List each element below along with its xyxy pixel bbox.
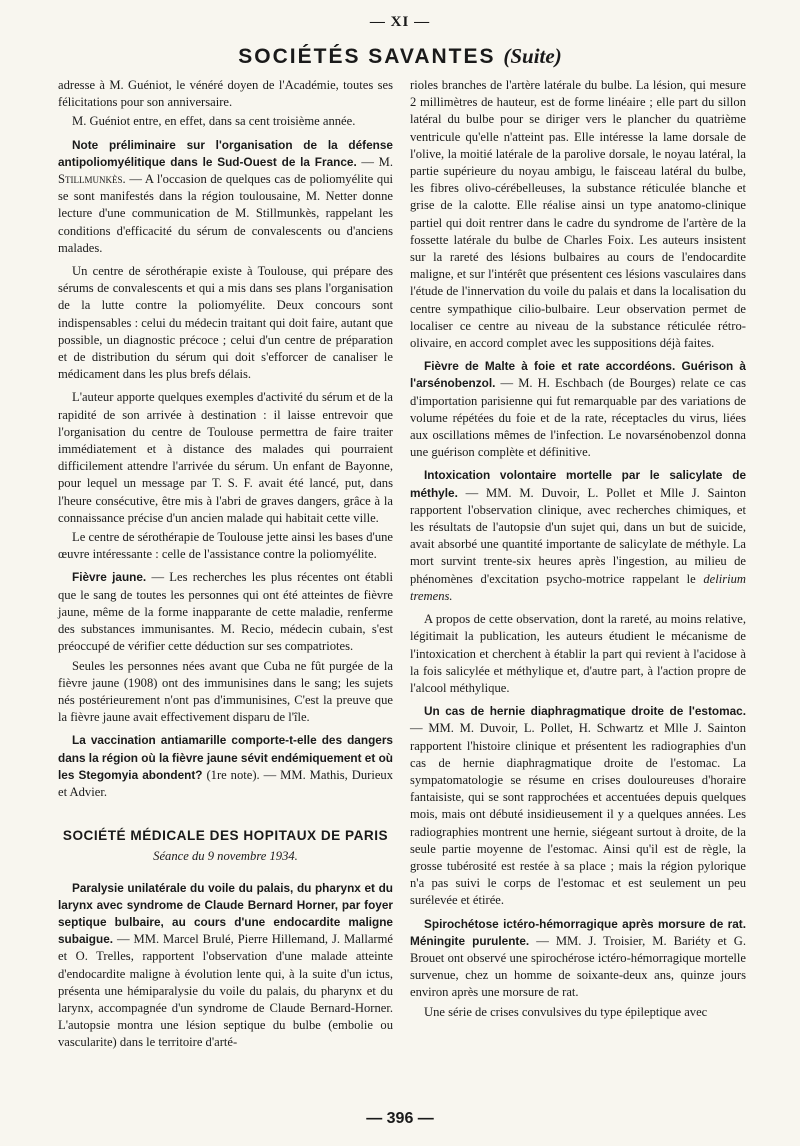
paragraph: La vaccination antiamarille comporte-t-elle des dangers dans la région où la fièvre jaune sévit endémiquement et où les Stegomyia abondent? (1re note). — MM. Mathis, Durieux et Advier.	[58, 733, 393, 799]
paragraph: adresse à M. Guéniot, le vénéré doyen de l'Académie, toutes ses félicitations pour son anniversaire.	[58, 78, 393, 110]
session-date: Séance du 9 novembre 1934.	[153, 849, 298, 864]
right-column	[410, 77, 746, 1021]
running-head	[0, 44, 800, 69]
page-number: — 396 —	[366, 1110, 434, 1127]
article-title: Paralysie unilatérale du voile du palais, du pharynx et du larynx avec syndrome de Claude Bernard Horner, par foyer septique bulbaire, au cours d'une endocardite maligne subaigue.	[58, 880, 393, 947]
article-title: Spirochétose ictéro-hémorragique après morsure de rat. Méningite purulente.	[410, 916, 746, 948]
paragraph: L'auteur apporte quelques exemples d'activité du sérum et de la rapidité de son arrivée à destination : il laisse entrevoir que l'organisation du centre de Toulouse permettra de faire traiter immédiatement et à distance des malades qui pourraient difficilement attendre l'arrivée du sérum. Un enfant de Bayonne, pour lequel un message par T. S. F. avait été lancé, put, dans l'heure consécutive, être mis à l'abri de graves dangers, grâce à la connaissance précise d'un ancien malade qui habitait cette ville.	[58, 390, 393, 525]
paragraph: Fièvre de Malte à foie et rate accordéons. Guérison à l'arsénobenzol. — M. H. Eschbach (de Bourges) relate ce cas d'importation parisienne qui fut remarquable par des variations de volume répétées du foie et de la rate, réceptacles du virus, liées aux oscillations mêmes de l'infection. Le novarsénobenzol donna une guérison complète et définitive.	[410, 359, 746, 460]
running-head-title: SOCIÉTÉS SAVANTES	[238, 45, 496, 68]
running-head-suite: (Suite)	[503, 44, 562, 68]
left-column	[58, 77, 393, 1052]
paragraph: Seules les personnes nées avant que Cuba ne fût purgée de la fièvre jaune (1908) ont des immunisines dans le sang; les sujets nés postérieurement n'ont pas d'immunisines, C'est la preuve que la fièvre jaune avait effectivement disparu de l'île.	[58, 658, 393, 725]
article-author: — M. Stillmunkès.	[58, 154, 393, 187]
paragraph: Le centre de sérothérapie de Toulouse jette ainsi les bases d'une œuvre intéressante : celle de l'assistance contre la poliomyélite.	[58, 530, 393, 562]
article-title: Fièvre jaune.	[72, 570, 147, 585]
paragraph: Un centre de sérothérapie existe à Toulouse, qui prépare des sérums de convalescents et qui a mis dans ses plans l'organisation de la lutte contre la poliomyélite. Deux concours sont indispensables : celui du médecin traitant qui doit faire, autant que possible, un diagnostic précoce ; celui d'un centre de préparation et de distribution du sérum qui doit s'efforcer de canaliser le médicament dans les plus brefs délais.	[58, 264, 393, 382]
article-title: Un cas de hernie diaphragmatique droite de l'estomac.	[424, 704, 746, 719]
article-title: Note préliminaire sur l'organisation de la défense antipoliomyélitique dans le Sud-Ouest de la France.	[58, 137, 393, 169]
article-title: Intoxication volontaire mortelle par le salicylate de méthyle.	[410, 468, 746, 500]
page-number-roman: — XI —	[369, 14, 431, 30]
article-title: Fièvre de Malte à foie et rate accordéons. Guérison à l'arsénobenzol.	[410, 359, 746, 391]
paragraph: Spirochétose ictéro-hémorragique après morsure de rat. Méningite purulente. — MM. J. Troisier, M. Bariéty et G. Brouet ont observé une spirochérose ictéro-hémorragique mortelle survenue, chez un homme de soixante-deux ans, quinze jours environ après une morsure de rat.	[410, 916, 746, 1000]
paragraph: Fièvre jaune. — Les recherches les plus récentes ont établi que le sang de toutes les personnes qui ont été atteintes de fièvre jaune, même de la forme inapparante de cette maladie, renferme des substances immunisantes. M. Recio, médecin cubain, s'est préoccupé de vérifier cette déduction sur ses compatriotes.	[58, 570, 393, 654]
paragraph: Intoxication volontaire mortelle par le salicylate de méthyle. — MM. M. Duvoir, L. Pollet et Mlle J. Sainton rapportent l'observation clinique, avec recherches chimiques, et les résultats de l'autopsie d'un sujet qui, dans un but de suicide, avait absorbé une quantité importante de salicylate de méthyle. La mort survint trente-six heures après l'ingestion, au milieu de phénomènes d'excitation psycho-motrice rappelant le delirium tremens.	[410, 468, 747, 603]
paragraph: A propos de cette observation, dont la rareté, au moins relative, légitimait la publication, les auteurs étudient le mécanisme de l'intoxication et cherchent à établir la part qui revient à l'acidose à la fois salicylée et méthylique et, d'autre part, à l'action propre de l'alcool méthylique.	[410, 612, 746, 695]
paragraph: Une série de crises convulsives du type épileptique avec	[424, 1004, 708, 1019]
article-title: La vaccination antiamarille comporte-t-elle des dangers dans la région où la fièvre jaune sévit endémiquement et où les Stegomyia abondent?	[58, 733, 393, 782]
section-title: SOCIÉTÉ MÉDICALE DES HOPITAUX DE PARIS	[62, 828, 389, 844]
paragraph: Note préliminaire sur l'organisation de la défense antipoliomyélitique dans le Sud-Ouest de la France. — M. Stillmunkès. — A l'occasion de quelques cas de poliomyélite qui se sont manifestés dans la région toulousaine, M. Netter donne lecture d'une communication de M. Stillmunkès, rappelant les conditions d'efficacité du sérum de convalescents ou d'anciens malades.	[58, 137, 393, 255]
paragraph: M. Guéniot entre, en effet, dans sa cent troisième année.	[72, 114, 356, 129]
paragraph: rioles branches de l'artère latérale du bulbe. La lésion, qui mesure 2 millimètres de hauteur, est de forme linéaire ; elle part du sillon latéral du bulbe pour se diriger vers le plancher du quatrième ventricule qu'elle n'atteint pas. Elle intéresse la lame dorsale de l'olive, la moitié latérale de la parolive dorsale, le noyau latéral, la partie supérieure du noyau ambigu, le faisceau latéral du bulbe, les fibres olivo-cérébelleuses, la substance réticulée blanche et grise de la calotte. Elle réalise ainsi un type anatomo-clinique partiel qui doit rentrer dans le cadre du syndrome de l'artère de la fossette latérale du bulbe de Charles Foix. Les auteurs insistent sur la rareté des lésions bulbaires au cours de l'endocardite maligne, et sur l'intérêt que présentent ces lésions vasculaires dans l'étude de l'innervation du voile du palais et dans la localisation du centre sympathique cilio-bulbaire. Leur observation permet de localiser ce centre au niveau de la substance réticulée rétro-olivaire, en accord complet avec les suppositions déjà faites.	[410, 78, 746, 351]
paragraph: Paralysie unilatérale du voile du palais, du pharynx et du larynx avec syndrome de Claude Bernard Horner, par foyer septique bulbaire, au cours d'une endocardite maligne subaigue. — MM. Marcel Brulé, Pierre Hillemand, J. Mallarmé et O. Trelles, rapportent l'observation d'une malade atteinte d'endocardite maligne à évolution lente qui, à la suite d'un ictus, présenta une hémiparalysie du voile du palais, du pharynx et du larynx, accompagnée d'un syndrome de Claude Bernard-Horner. L'autopsie montra une lésion septique du bulbe (embolie ou vascularite) dans le territoire d'arté-	[58, 880, 393, 1050]
paragraph: Un cas de hernie diaphragmatique droite de l'estomac. — MM. M. Duvoir, L. Pollet, H. Schwartz et Mlle J. Sainton rapportent l'histoire clinique et présentent les radiographies d'un cas de hernie diaphragmatique droite de l'estomac. La sympatomatologie se résume en crises douloureuses d'horaire fantaisiste, qui se sont rapprochées et accentuées depuis quelques mois, mais ont débuté insidieusement il y a quelques années. Les radiographies montrent une hernie, siégeant surtout à droite, de la seule partie moyenne de l'estomac. Ainsi qu'il est de règle, la grosse tubérosité est restée à sa place ; mais la région pylorique n'a pas suivi le corps de l'estomac et est seulement un peu surélevée et étirée.	[410, 704, 746, 908]
